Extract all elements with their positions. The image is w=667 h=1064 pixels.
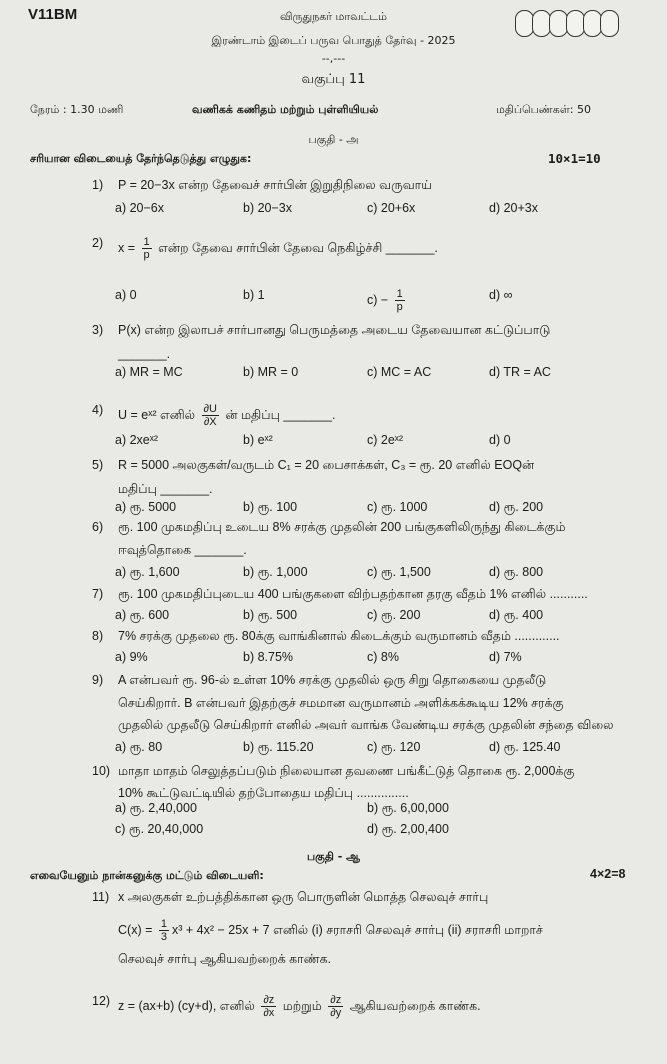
answer-option: [489, 500, 543, 516]
text-segment: ரூ. 100 முகமதிப்புடைய 400 பங்குகளை விற்பதற்கான தரகு வீதம் 1% எனில் ...........: [118, 587, 588, 601]
text-segment: a) ரூ. 1,600: [115, 565, 180, 579]
numerator: ∂z: [330, 994, 342, 1006]
text-segment: ரூ. 100 முகமதிப்பு உடைய 8% சரக்கு முதலின் 200 பங்குகளிலிருந்து கிடைக்கும்: [118, 520, 566, 534]
question-number: 3): [92, 323, 104, 337]
numerator: ∂z: [263, 994, 275, 1006]
question-number: 9): [92, 673, 104, 687]
numerator: ∂U: [203, 403, 217, 415]
text-segment: _______.: [118, 347, 171, 361]
question-text: [118, 236, 438, 261]
answer-option: [243, 288, 265, 302]
answer-option: [243, 201, 292, 215]
text-segment: d) ரூ. 200: [489, 500, 544, 514]
answer-option: [243, 650, 293, 664]
text-segment: மாதா மாதம் செலுத்தப்படும் நிலையான தவணை பங்கீட்டுத் தொகை ரூ. 2,000க்கு: [118, 764, 575, 778]
text-segment: b) ரூ. 115.20: [243, 740, 314, 754]
text-segment: z = (ax+b) (cy+d), எனில்: [118, 998, 259, 1013]
question-number: 11): [92, 890, 110, 904]
subject: வணிகக் கணிதம் மற்றும் புள்ளியியல்: [192, 103, 379, 116]
text-segment: b) ரூ. 100: [243, 500, 298, 514]
denominator: p: [143, 249, 150, 262]
fraction: [395, 288, 405, 313]
answer-option: [367, 433, 403, 447]
text-segment: d) ரூ. 2,00,400: [367, 822, 449, 836]
answer-option: [115, 801, 197, 817]
text-segment: b) 20−3x: [243, 201, 292, 215]
text-segment: b) ரூ. 1,000: [243, 565, 308, 579]
answer-option: [243, 433, 273, 447]
question-number: 5): [92, 458, 104, 472]
question-number: 4): [92, 403, 104, 417]
part-b-marks: 4×2=8: [590, 867, 626, 881]
fraction: [202, 403, 219, 428]
text-segment: b) MR = 0: [243, 365, 299, 379]
answer-option: [243, 565, 308, 581]
answer-option: [115, 288, 137, 302]
question-text: [118, 482, 213, 498]
question-text: [118, 718, 614, 734]
text-segment: C(x) =: [118, 922, 156, 937]
text-segment: b) 8.75%: [243, 650, 294, 664]
fraction: [328, 994, 343, 1019]
answer-option: [115, 565, 180, 581]
text-segment: a) MR = MC: [115, 365, 183, 379]
text-segment: செலவுச் சார்பு ஆகியவற்றைக் காண்க.: [118, 952, 332, 966]
question-number: 8): [92, 629, 104, 643]
question-number: 10): [92, 764, 111, 778]
question-text: [118, 403, 336, 428]
max-marks: மதிப்பெண்கள்: 50: [496, 103, 591, 116]
part-b-instruction: எவையேனும் நான்கனுக்கு மட்டும் விடையளி:: [30, 869, 264, 882]
denominator: ∂X: [203, 416, 217, 429]
answer-option: [115, 822, 203, 838]
question-text: [118, 587, 588, 603]
question-number: 12): [92, 994, 111, 1008]
question-number: 1): [92, 178, 104, 192]
question-text: [118, 323, 550, 339]
text-segment: c) 2eˣ²: [367, 433, 404, 447]
answer-option: [489, 288, 513, 302]
text-segment: ஆகியவற்றைக் காண்க.: [346, 998, 481, 1013]
answer-option: [243, 500, 297, 516]
text-segment: c) 8%: [367, 650, 399, 664]
text-segment: a) ரூ. 5000: [115, 500, 177, 514]
text-segment: ன் மதிப்பு _______.: [221, 407, 336, 422]
text-segment: மற்றும்: [279, 998, 326, 1013]
text-segment: என்ற தேவை சார்பின் தேவை நெகிழ்ச்சி _______.: [154, 240, 438, 255]
text-segment: a) ரூ. 80: [115, 740, 163, 754]
district-title: விருதுநகர் மாவட்டம்: [279, 10, 388, 23]
answer-option: [115, 650, 148, 664]
answer-option: [243, 365, 298, 379]
text-segment: d) 7%: [489, 650, 522, 664]
question-text: [118, 673, 546, 689]
answer-option: [367, 650, 399, 664]
fraction: [159, 918, 169, 943]
question-text: [118, 543, 247, 559]
answer-option: [115, 365, 183, 379]
part-b-title: பகுதி - ஆ: [306, 850, 361, 863]
answer-option: [367, 801, 449, 817]
text-segment: ஈவுத்தொகை _______.: [118, 543, 247, 557]
text-segment: செய்கிறார். B என்பவர் இதற்குச் சமமான வருமானம் அளிக்கக்கூடிய 12% சரக்கு: [118, 696, 564, 710]
text-segment: a) 0: [115, 288, 137, 302]
answer-option: [489, 608, 543, 624]
question-number: 6): [92, 520, 104, 534]
question-text: [118, 786, 409, 802]
class-title: வகுப்பு 11: [301, 72, 366, 87]
text-segment: a) 9%: [115, 650, 148, 664]
answer-option: [367, 565, 431, 581]
answer-option: [243, 608, 297, 624]
text-segment: d) ரூ. 125.40: [489, 740, 561, 754]
text-segment: c) ரூ. 1000: [367, 500, 428, 514]
text-segment: 7% சரக்கு முதலை ரூ. 80க்கு வாங்கினால் கிடைக்கும் வருமானம் வீதம் .............: [118, 629, 560, 643]
answer-option: [367, 288, 408, 313]
time: நேரம் : 1.30 மணி: [30, 103, 124, 116]
text-segment: c) ரூ. 20,40,000: [115, 822, 204, 836]
fraction: [261, 994, 276, 1019]
text-segment: c) ரூ. 120: [367, 740, 421, 754]
text-segment: A என்பவர் ரூ. 96-ல் உள்ள 10% சரக்கு முதலில் ஒரு சிறு தொகையை முதலீடு: [118, 673, 547, 687]
answer-option: [367, 500, 427, 516]
answer-option: [367, 365, 431, 379]
question-text: [118, 918, 543, 943]
answer-option: [489, 433, 511, 447]
text-segment: P = 20−3x என்ற தேவைச் சார்பின் இறுதிநிலை வருவாய்: [118, 178, 432, 192]
part-a-instruction: சரியான விடையைத் தேர்ந்தெடுத்து எழுதுக:: [30, 152, 252, 165]
question-text: [118, 347, 170, 361]
text-segment: a) ரூ. 600: [115, 608, 170, 622]
text-segment: d) ரூ. 800: [489, 565, 544, 579]
answer-option: [115, 500, 176, 516]
numerator: 1: [160, 918, 167, 930]
text-segment: b) ரூ. 500: [243, 608, 298, 622]
question-text: [118, 764, 574, 780]
answer-option: [489, 365, 551, 379]
text-segment: x³ + 4x² − 25x + 7 எனில் (i) சராசரி செலவுச் சார்பு (ii) சராசரி மாறாச்: [171, 922, 543, 937]
question-text: [118, 952, 331, 968]
text-segment: x அலகுகள் உற்பத்திக்கான ஒரு பொருளின் மொத்த செலவுச் சார்பு: [118, 890, 489, 904]
answer-option: [243, 740, 314, 756]
numerator: 1: [396, 288, 403, 300]
text-segment: முதலில் முதலீடு செய்கிறார் எனில் அவர் வாங்க வேண்டிய சரக்கு முதலின் சந்தை விலை: [118, 718, 614, 732]
denominator: 3: [160, 931, 167, 944]
text-segment: a) 20−6x: [115, 201, 164, 215]
text-segment: c) ரூ. 200: [367, 608, 421, 622]
question-number: 2): [92, 236, 104, 250]
text-segment: a) ரூ. 2,40,000: [115, 801, 197, 815]
answer-option: [367, 201, 415, 215]
answer-option: [367, 608, 420, 624]
text-segment: c) ரூ. 1,500: [367, 565, 431, 579]
text-segment: x =: [118, 240, 139, 255]
question-text: [118, 178, 432, 194]
text-segment: d) 20+3x: [489, 201, 538, 215]
exam-title: இரண்டாம் இடைப் பருவ பொதுத் தேர்வு - 2025: [211, 34, 456, 47]
denominator: ∂y: [330, 1007, 342, 1020]
text-segment: a) 2xeˣ²: [115, 433, 159, 447]
text-segment: d) 0: [489, 433, 511, 447]
paper-code: V11BM: [28, 6, 78, 23]
answer-option: [489, 201, 538, 215]
answer-option: [489, 740, 560, 756]
answer-option: [367, 822, 449, 838]
text-segment: d) ∞: [489, 288, 513, 302]
text-segment: 10% கூட்டுவட்டியில் தற்போதைய மதிப்பு ...............: [118, 786, 409, 800]
part-a-title: பகுதி - அ: [308, 133, 359, 146]
fraction: [142, 236, 152, 261]
text-segment: d) TR = AC: [489, 365, 551, 379]
text-segment: c) 20+6x: [367, 201, 416, 215]
denominator: ∂x: [263, 1007, 275, 1020]
part-a-marks: 10×1=10: [548, 151, 601, 166]
answer-option: [115, 201, 164, 215]
text-segment: b) ரூ. 6,00,000: [367, 801, 449, 815]
text-segment: U = eˣ² எனில்: [118, 407, 199, 422]
question-text: [118, 994, 481, 1019]
text-segment: d) ரூ. 400: [489, 608, 544, 622]
text-segment: மதிப்பு _______.: [118, 482, 213, 496]
text-segment: R = 5000 அலகுகள்/வருடம் C₁ = 20 பைசாக்கள், C₃ = ரூ. 20 எனில் EOQன்: [118, 458, 535, 472]
text-segment: c) −: [367, 292, 392, 307]
question-text: [118, 520, 566, 536]
text-segment: c) MC = AC: [367, 365, 432, 379]
answer-option: [115, 433, 158, 447]
text-segment: b) 1: [243, 288, 265, 302]
answer-option: [489, 650, 522, 664]
question-text: [118, 458, 534, 474]
dots: --,---: [321, 52, 346, 65]
denominator: p: [396, 301, 403, 314]
question-text: [118, 890, 488, 906]
answer-option: [115, 740, 162, 756]
numerator: 1: [143, 236, 150, 248]
question-text: [118, 629, 560, 645]
answer-option: [115, 608, 169, 624]
question-number: 7): [92, 587, 104, 601]
text-segment: b) eˣ²: [243, 433, 273, 447]
text-segment: P(x) என்ற இலாபச் சார்பானது பெருமத்தை அடைய தேவையான கட்டுப்பாடு: [118, 323, 551, 337]
question-text: [118, 696, 564, 712]
answer-option: [489, 565, 543, 581]
answer-option: [367, 740, 420, 756]
